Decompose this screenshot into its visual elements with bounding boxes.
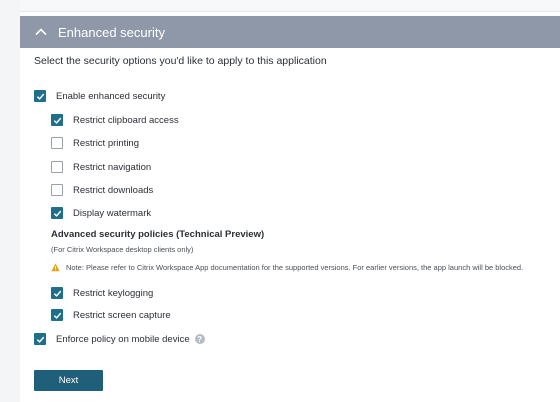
option-restrict-downloads[interactable] [51,183,153,197]
option-label: Display watermark [73,207,152,219]
advanced-warning [51,263,523,272]
option-restrict-screen-capture[interactable] [51,308,171,322]
option-restrict-keylogging[interactable] [51,286,153,300]
option-restrict-navigation[interactable] [51,160,151,174]
option-label: Enforce policy on mobile device [56,333,190,345]
checkbox-restrict-screen-capture[interactable] [51,309,63,321]
checkbox-enable-enhanced-security[interactable] [34,90,46,102]
option-enable-enhanced-security[interactable] [34,89,165,103]
checkbox-restrict-navigation[interactable] [51,161,63,173]
option-label: Restrict downloads [73,184,154,196]
option-label: Restrict screen capture [73,309,171,321]
warning-text: Note: Please refer to Citrix Workspace App documentation for the supported versions. For earlier versions, the app launch will be blocked. [66,263,524,272]
checkmark-icon [36,335,45,344]
checkmark-icon [53,116,62,125]
help-icon[interactable]: ? [195,334,205,344]
section-header-enhanced-security[interactable] [20,16,560,48]
section-title: Enhanced security [58,24,165,40]
checkbox-restrict-printing[interactable] [51,137,63,149]
option-label: Restrict printing [73,137,139,149]
option-display-watermark[interactable] [51,206,151,220]
chevron-up-icon [34,25,48,39]
option-enforce-policy-mobile[interactable] [34,332,205,346]
checkbox-restrict-clipboard[interactable] [51,114,63,126]
enhanced-security-panel [20,12,560,402]
checkbox-display-watermark[interactable] [51,207,63,219]
option-label: Restrict navigation [73,161,152,173]
section-intro: Select the security options you'd like to apply to this application [34,55,327,67]
option-label: Restrict clipboard access [73,114,179,126]
checkmark-icon [36,92,45,101]
left-rail [0,0,20,402]
next-button[interactable]: Next [34,370,103,391]
checkbox-restrict-keylogging[interactable] [51,287,63,299]
option-label: Restrict keylogging [73,287,154,299]
checkmark-icon [53,311,62,320]
warning-icon [51,263,60,272]
advanced-policies-note: (For Citrix Workspace desktop clients only) [51,245,194,254]
top-strip [20,0,560,12]
advanced-policies-heading: Advanced security policies (Technical Preview) [51,229,265,240]
checkmark-icon [53,289,62,298]
option-restrict-clipboard[interactable] [51,113,179,127]
option-restrict-printing[interactable] [51,136,139,150]
checkbox-restrict-downloads[interactable] [51,184,63,196]
checkmark-icon [53,209,62,218]
option-label: Enable enhanced security [56,90,166,102]
checkbox-enforce-policy-mobile[interactable] [34,333,46,345]
